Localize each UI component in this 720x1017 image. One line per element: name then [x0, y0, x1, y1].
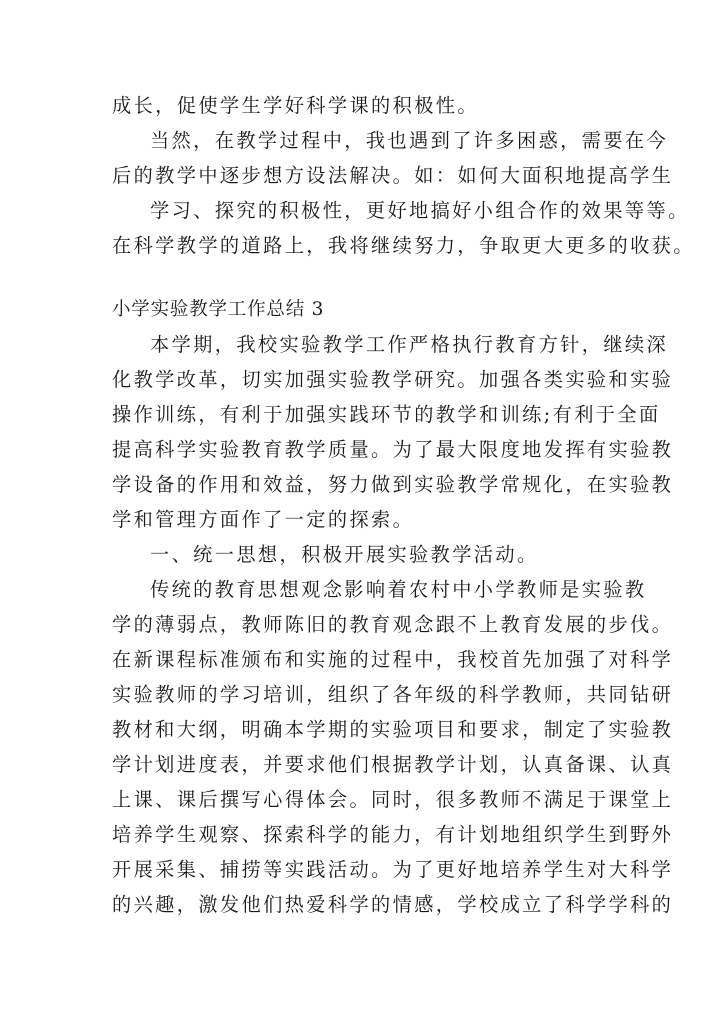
- paragraph-line: 的兴趣，激发他们热爱科学的情感，学校成立了科学学科的: [112, 893, 674, 916]
- paragraph-line: 提高科学实验教育教学质量。为了最大限度地发挥有实验教: [112, 438, 674, 461]
- paragraph-line: 学计划进度表，并要求他们根据教学计划，认真备课、认真: [112, 753, 674, 776]
- paragraph-line: 学的薄弱点，教师陈旧的教育观念跟不上教育发展的步伐。: [112, 613, 674, 636]
- paragraph-line: 操作训练，有利于加强实践环节的教学和训练;有利于全面: [112, 403, 661, 426]
- paragraph-line: 在科学教学的道路上，我将继续努力，争取更大更多的收获。: [112, 234, 695, 257]
- paragraph-line: 当然，在教学过程中，我也遇到了许多困惑，需要在今: [150, 129, 669, 152]
- section-title: 小学实验教学工作总结 3: [112, 299, 325, 320]
- paragraph-line: 后的教学中逐步想方设法解决。如：如何大面积地提高学生: [112, 164, 674, 187]
- subheading: 一、统一思想，积极开展实验教学活动。: [150, 543, 539, 566]
- paragraph-line: 成长，促使学生学好科学课的积极性。: [112, 94, 479, 117]
- paragraph-line: 实验教师的学习培训，组织了各年级的科学教师，共同钻研: [112, 683, 674, 706]
- paragraph-line: 学习、探究的积极性，更好地搞好小组合作的效果等等。: [150, 199, 690, 222]
- paragraph-line: 在新课程标准颁布和实施的过程中，我校首先加强了对科学: [112, 648, 674, 671]
- paragraph-line: 教材和大纲，明确本学期的实验项目和要求，制定了实验教: [112, 718, 674, 741]
- paragraph-line: 学设备的作用和效益，努力做到实验教学常规化，在实验教: [112, 473, 674, 496]
- paragraph-line: 上课、课后撰写心得体会。同时，很多教师不满足于课堂上: [112, 788, 674, 811]
- paragraph-line: 传统的教育思想观念影响着农村中小学教师是实验教: [150, 578, 647, 601]
- paragraph-line: 培养学生观察、探索科学的能力，有计划地组织学生到野外: [112, 823, 674, 846]
- paragraph-line: 化教学改革，切实加强实验教学研究。加强各类实验和实验: [112, 368, 674, 391]
- paragraph-line: 本学期，我校实验教学工作严格执行教育方针，继续深: [150, 333, 669, 356]
- paragraph-line: 学和管理方面作了一定的探索。: [112, 508, 415, 531]
- paragraph-line: 开展采集、捕捞等实践活动。为了更好地培养学生对大科学: [112, 858, 674, 881]
